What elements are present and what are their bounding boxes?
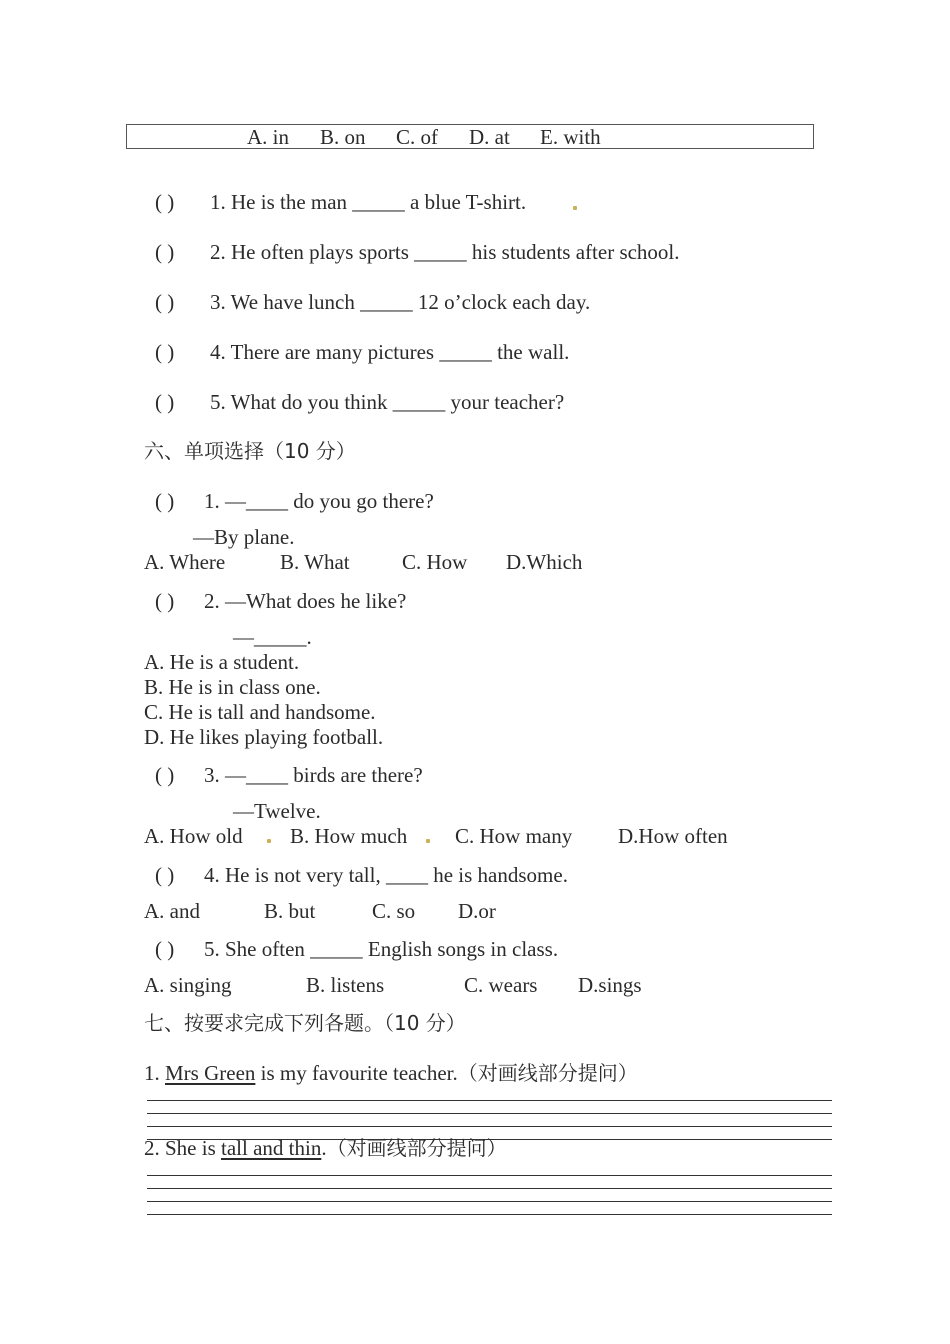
option: A. How old (144, 824, 243, 848)
fill-blank-item: 3. We have lunch _____ 12 o’clock each day. (210, 290, 591, 314)
answer-paren[interactable]: ( ) (155, 589, 175, 613)
sentence-rest: is my favourite teacher. (255, 1061, 458, 1085)
item-number: 1. (144, 1061, 160, 1085)
word-bank-box (126, 124, 814, 149)
option: C. wears (464, 973, 538, 997)
answer-line[interactable] (147, 1188, 832, 1189)
option: A. singing (144, 973, 232, 997)
question-stem: 5. She often _____ English songs in class. (204, 937, 559, 961)
option: C. How many (455, 824, 573, 848)
word-bank-option: A. in (247, 125, 289, 149)
instruction: （对画线部分提问） (457, 1061, 638, 1085)
section-6-title: 六、单项选择（10 分） (144, 439, 356, 463)
item-number: 2. She is (144, 1136, 216, 1160)
answer-line[interactable] (147, 1126, 832, 1127)
rewrite-item-2 (144, 1138, 507, 1159)
question-answer-line: —By plane. (193, 525, 295, 549)
section-7-title: 七、按要求完成下列各题。（10 分） (144, 1011, 466, 1035)
option: C. How (402, 550, 468, 574)
question-stem: 1. —____ do you go there? (204, 489, 434, 513)
fill-blank-item: 1. He is the man _____ a blue T-shirt. (210, 190, 527, 214)
answer-line[interactable] (147, 1113, 832, 1114)
option: B. listens (306, 973, 385, 997)
answer-line[interactable] (147, 1100, 832, 1101)
option: D.How often (618, 824, 728, 848)
fill-blank-item: 4. There are many pictures _____ the wall. (210, 340, 570, 364)
underlined-part: tall and thin (221, 1136, 322, 1160)
speck-mark (426, 839, 430, 843)
fill-blank-item: 5. What do you think _____ your teacher? (210, 390, 565, 414)
answer-paren[interactable]: ( ) (155, 937, 175, 961)
option: A. Where (144, 550, 226, 574)
option: D. He likes playing football. (144, 725, 384, 749)
word-bank-option: E. with (540, 125, 601, 149)
option: B. but (264, 899, 316, 923)
answer-paren[interactable]: ( ) (155, 340, 175, 364)
option: D.sings (578, 973, 642, 997)
speck-mark (573, 206, 577, 210)
question-answer-line: —_____. (233, 625, 312, 649)
answer-paren[interactable]: ( ) (155, 390, 175, 414)
option: B. What (280, 550, 350, 574)
option: B. How much (290, 824, 408, 848)
question-stem: 4. He is not very tall, ____ he is handsome. (204, 863, 568, 887)
answer-line[interactable] (147, 1201, 832, 1202)
answer-paren[interactable]: ( ) (155, 190, 175, 214)
answer-paren[interactable]: ( ) (155, 763, 175, 787)
answer-paren[interactable]: ( ) (155, 863, 175, 887)
option: A. He is a student. (144, 650, 300, 674)
option: D.or (458, 899, 496, 923)
word-bank-option: C. of (396, 125, 438, 149)
instruction: （对画线部分提问） (326, 1136, 507, 1160)
speck-mark (267, 839, 271, 843)
question-stem: 2. —What does he like? (204, 589, 407, 613)
sentence-rest: . (321, 1136, 327, 1160)
answer-line[interactable] (147, 1214, 832, 1215)
rewrite-item-1 (144, 1063, 638, 1084)
option: D.Which (506, 550, 583, 574)
word-bank-option: B. on (320, 125, 366, 149)
question-stem: 3. —____ birds are there? (204, 763, 423, 787)
option: A. and (144, 899, 200, 923)
option: B. He is in class one. (144, 675, 321, 699)
question-answer-line: —Twelve. (233, 799, 321, 823)
fill-blank-item: 2. He often plays sports _____ his students after school. (210, 240, 680, 264)
option: C. He is tall and handsome. (144, 700, 376, 724)
answer-line[interactable] (147, 1175, 832, 1176)
answer-paren[interactable]: ( ) (155, 290, 175, 314)
answer-paren[interactable]: ( ) (155, 489, 175, 513)
option: C. so (372, 899, 416, 923)
answer-paren[interactable]: ( ) (155, 240, 175, 264)
underlined-part: Mrs Green (165, 1061, 256, 1085)
word-bank-option: D. at (469, 125, 510, 149)
